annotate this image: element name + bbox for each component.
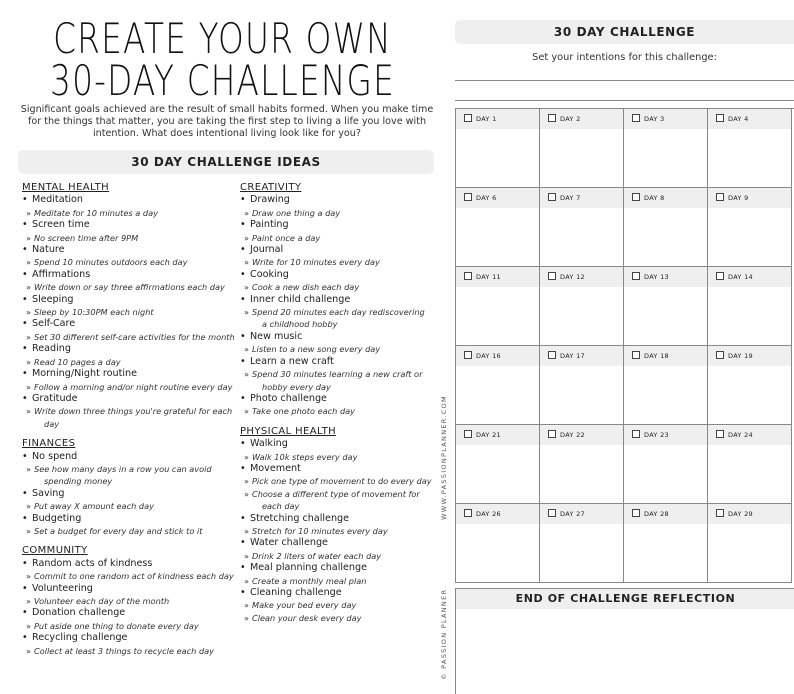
day-cell-header [456, 425, 539, 445]
day-cell[interactable] [456, 504, 540, 583]
idea-description: » Take one photo each day [240, 405, 440, 417]
idea-item: • Random acts of kindness [22, 558, 237, 570]
idea-description: » Create a monthly meal plan [240, 575, 440, 587]
day-label: DAY 9 [728, 194, 749, 202]
idea-description: » See how many days in a row you can avoid [22, 463, 237, 475]
idea-item: • Cleaning challenge [240, 587, 440, 599]
day-cell-header [456, 267, 539, 287]
day-checkbox[interactable] [632, 272, 640, 280]
idea-description: » No screen time after 9PM [22, 232, 237, 244]
idea-item: • No spend [22, 451, 237, 463]
day-checkbox[interactable] [632, 430, 640, 438]
day-checkbox[interactable] [716, 430, 724, 438]
day-checkbox[interactable] [548, 430, 556, 438]
idea-item: • Reading [22, 343, 237, 355]
idea-description: » Drink 2 liters of water each day [240, 550, 440, 562]
idea-description: » Spend 30 minutes learning a new craft or [240, 368, 440, 380]
day-cell[interactable] [708, 267, 792, 346]
page-title-line1: CREATE YOUR OWN [53, 14, 392, 63]
day-cell-header [456, 109, 539, 129]
day-cell-header [708, 267, 791, 287]
day-label: DAY 12 [560, 273, 585, 281]
category-heading: CREATIVITY [240, 182, 302, 193]
day-label: DAY 6 [476, 194, 497, 202]
idea-item: • New music [240, 331, 440, 343]
idea-description: each day [262, 501, 300, 512]
idea-description: day [44, 418, 60, 429]
ideas-column-right [240, 182, 440, 624]
day-checkbox[interactable] [464, 272, 472, 280]
intentions-line[interactable] [455, 80, 794, 81]
idea-item: • Photo challenge [240, 393, 440, 405]
day-checkbox[interactable] [548, 509, 556, 517]
category-heading: FINANCES [22, 438, 76, 450]
idea-item: • Movement [240, 463, 440, 475]
idea-item: • Walking [240, 438, 440, 450]
day-checkbox[interactable] [716, 114, 724, 122]
idea-description: » Listen to a new song every day [240, 343, 440, 355]
day-grid [455, 108, 794, 583]
intentions-line[interactable] [455, 100, 794, 101]
day-label: DAY 26 [476, 510, 501, 518]
day-cell[interactable] [540, 425, 624, 504]
idea-description: » Read 10 pages a day [22, 356, 237, 368]
day-label: DAY 28 [644, 510, 669, 518]
day-cell[interactable] [624, 188, 708, 267]
idea-item: • Meditation [22, 194, 237, 206]
day-label: DAY 2 [560, 115, 581, 123]
day-label: DAY 4 [728, 115, 749, 123]
website-credit: WWW.PASSIONPLANNER.COM [440, 395, 448, 520]
day-checkbox[interactable] [632, 193, 640, 201]
idea-description: » Make your bed every day [240, 599, 440, 611]
day-cell-header [624, 109, 707, 129]
intro-text: Significant goals achieved are the result of small habits formed. When you make time for the things that matter, you are taking the first step to living a life you love with intention. What does intentional living look like for you? [20, 104, 434, 139]
idea-description: » Pick one type of movement to do every day [240, 475, 440, 487]
category-heading: PHYSICAL HEALTH [240, 425, 337, 437]
idea-description: » Put away X amount each day [22, 500, 237, 512]
idea-item: • Recycling challenge [22, 632, 237, 644]
day-cell-header [624, 267, 707, 287]
idea-item: • Meal planning challenge [240, 562, 440, 574]
day-cell-header [540, 267, 623, 287]
day-cell-header [708, 346, 791, 366]
day-label: DAY 22 [560, 431, 585, 439]
day-cell[interactable] [624, 267, 708, 346]
day-label: DAY 11 [476, 273, 501, 281]
idea-item: • Stretching challenge [240, 513, 440, 525]
day-label: DAY 24 [728, 431, 753, 439]
day-cell-header [540, 425, 623, 445]
day-cell-header [624, 346, 707, 366]
day-label: DAY 7 [560, 194, 581, 202]
day-label: DAY 18 [644, 352, 669, 360]
day-cell-header [540, 504, 623, 524]
reflection-title: END OF CHALLENGE REFLECTION [456, 589, 794, 609]
idea-description: hobby every day [262, 381, 331, 392]
idea-item: • Budgeting [22, 513, 237, 525]
page-title-line2: 30-DAY CHALLENGE [50, 56, 395, 105]
copyright-credit: © PASSION PLANNER [440, 588, 448, 680]
day-cell[interactable] [540, 346, 624, 425]
day-cell[interactable] [456, 425, 540, 504]
day-cell-header [456, 346, 539, 366]
category-heading: MENTAL HEALTH [22, 182, 110, 193]
idea-description: » Clean your desk every day [240, 612, 440, 624]
idea-item: • Self-Care [22, 318, 237, 330]
idea-item: • Inner child challenge [240, 294, 440, 306]
day-cell-header [708, 109, 791, 129]
day-checkbox[interactable] [716, 509, 724, 517]
idea-description: » Write for 10 minutes every day [240, 256, 440, 268]
idea-item: • Journal [240, 244, 440, 256]
day-checkbox[interactable] [548, 272, 556, 280]
idea-item: • Saving [22, 488, 237, 500]
day-checkbox[interactable] [548, 114, 556, 122]
day-cell-header [456, 504, 539, 524]
ideas-heading: 30 DAY CHALLENGE IDEAS [18, 150, 434, 174]
day-cell[interactable] [540, 109, 624, 188]
day-label: DAY 27 [560, 510, 585, 518]
day-cell[interactable] [540, 267, 624, 346]
idea-description: » Meditate for 10 minutes a day [22, 207, 237, 219]
day-cell[interactable] [708, 109, 792, 188]
day-cell[interactable] [456, 346, 540, 425]
idea-item: • Drawing [240, 194, 440, 206]
idea-description: » Commit to one random act of kindness each day [22, 570, 237, 582]
idea-description: » Paint once a day [240, 232, 440, 244]
idea-item: • Donation challenge [22, 607, 237, 619]
idea-item: • Gratitude [22, 393, 237, 405]
tracker-page [455, 0, 794, 693]
day-cell[interactable] [540, 504, 624, 583]
day-cell[interactable] [708, 188, 792, 267]
idea-description: » Sleep by 10:30PM each night [22, 306, 237, 318]
idea-item: • Nature [22, 244, 237, 256]
day-checkbox[interactable] [716, 193, 724, 201]
day-cell[interactable] [708, 425, 792, 504]
day-checkbox[interactable] [716, 272, 724, 280]
day-cell[interactable] [540, 188, 624, 267]
day-cell[interactable] [708, 346, 792, 425]
ideas-column-left [22, 182, 237, 657]
day-cell-header [624, 425, 707, 445]
day-cell-header [624, 188, 707, 208]
idea-item: • Volunteering [22, 583, 237, 595]
idea-description: » Stretch for 10 minutes every day [240, 525, 440, 537]
idea-description: » Write down three things you're grateful for each [22, 405, 237, 417]
idea-description: » Set a budget for every day and stick to it [22, 525, 237, 537]
day-label: DAY 1 [476, 115, 497, 123]
day-checkbox[interactable] [632, 509, 640, 517]
day-cell-header [708, 425, 791, 445]
day-checkbox[interactable] [632, 114, 640, 122]
day-label: DAY 23 [644, 431, 669, 439]
day-cell[interactable] [624, 346, 708, 425]
idea-description: a childhood hobby [262, 319, 338, 330]
day-label: DAY 3 [644, 115, 665, 123]
idea-description: » Choose a different type of movement for [240, 488, 440, 500]
idea-description: » Collect at least 3 things to recycle each day [22, 645, 237, 657]
day-cell-header [540, 109, 623, 129]
idea-description: » Volunteer each day of the month [22, 595, 237, 607]
idea-description: spending money [44, 476, 113, 487]
day-cell[interactable] [624, 109, 708, 188]
day-cell[interactable] [456, 267, 540, 346]
idea-item: • Water challenge [240, 537, 440, 549]
day-cell-header [624, 504, 707, 524]
reflection-box[interactable] [455, 588, 794, 694]
day-label: DAY 17 [560, 352, 585, 360]
day-label: DAY 14 [728, 273, 753, 281]
day-checkbox[interactable] [464, 114, 472, 122]
day-cell[interactable] [624, 425, 708, 504]
day-cell-header [540, 188, 623, 208]
idea-description: » Cook a new dish each day [240, 281, 440, 293]
day-cell-header [708, 504, 791, 524]
idea-description: » Set 30 different self-care activities for the month [22, 331, 237, 343]
idea-item: • Learn a new craft [240, 356, 440, 368]
day-label: DAY 19 [728, 352, 753, 360]
idea-description: » Spend 20 minutes each day rediscovering [240, 306, 440, 318]
day-checkbox[interactable] [632, 351, 640, 359]
day-label: DAY 16 [476, 352, 501, 360]
idea-item: • Affirmations [22, 269, 237, 281]
idea-item: • Sleeping [22, 294, 237, 306]
day-checkbox[interactable] [464, 430, 472, 438]
day-label: DAY 13 [644, 273, 669, 281]
idea-description: » Put aside one thing to donate every day [22, 620, 237, 632]
day-label: DAY 8 [644, 194, 665, 202]
day-cell[interactable] [456, 188, 540, 267]
day-cell-header [456, 188, 539, 208]
day-cell-header [708, 188, 791, 208]
idea-item: • Painting [240, 219, 440, 231]
idea-description: » Draw one thing a day [240, 207, 440, 219]
day-checkbox[interactable] [548, 351, 556, 359]
day-checkbox[interactable] [464, 509, 472, 517]
day-label: DAY 29 [728, 510, 753, 518]
idea-item: • Screen time [22, 219, 237, 231]
category-heading: COMMUNITY [22, 545, 88, 557]
idea-description: » Follow a morning and/or night routine every day [22, 381, 237, 393]
day-cell[interactable] [624, 504, 708, 583]
day-cell[interactable] [456, 109, 540, 188]
idea-description: » Spend 10 minutes outdoors each day [22, 256, 237, 268]
idea-description: » Walk 10k steps every day [240, 451, 440, 463]
day-cell[interactable] [708, 504, 792, 583]
idea-item: • Morning/Night routine [22, 368, 237, 380]
idea-item: • Cooking [240, 269, 440, 281]
intentions-label: Set your intentions for this challenge: [532, 52, 717, 63]
day-checkbox[interactable] [716, 351, 724, 359]
day-checkbox[interactable] [548, 193, 556, 201]
day-label: DAY 21 [476, 431, 501, 439]
day-cell-header [540, 346, 623, 366]
tracker-title: 30 DAY CHALLENGE [455, 20, 794, 44]
day-checkbox[interactable] [464, 193, 472, 201]
idea-description: » Write down or say three affirmations each day [22, 281, 237, 293]
day-checkbox[interactable] [464, 351, 472, 359]
